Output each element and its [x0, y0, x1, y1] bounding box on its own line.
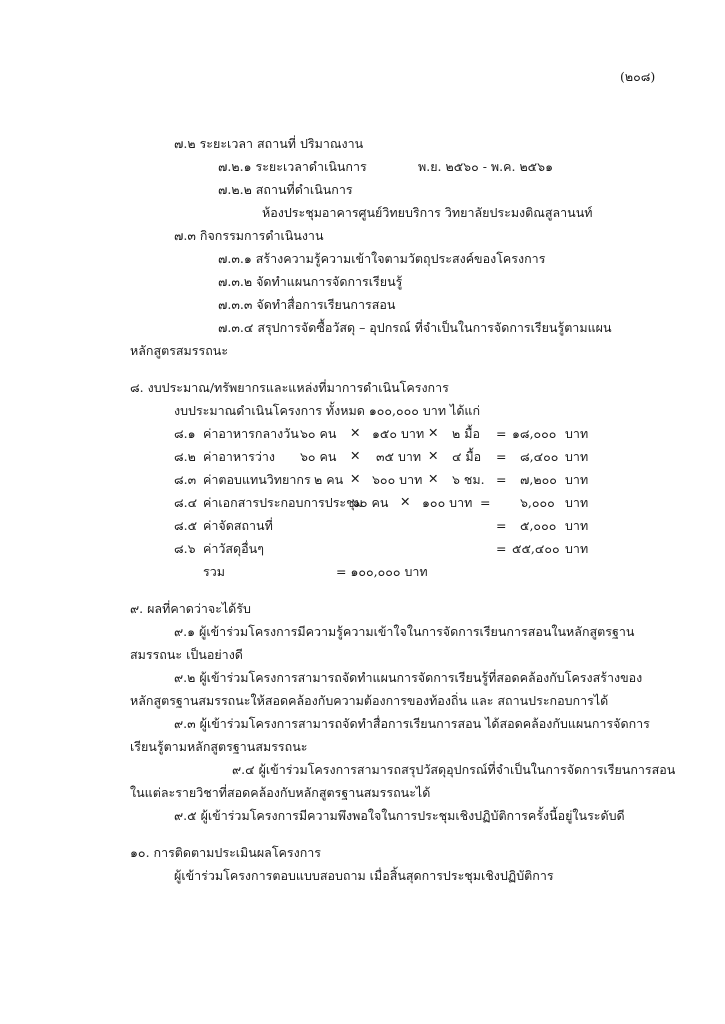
result-9-3-line1: ๙.๓ ผู้เข้าร่วมโครงการสามารถจัดทำสื่อการเรียนการสอน ได้สอดคล้องกับแผนการจัดการ — [174, 716, 650, 731]
budget-amount: ๘,๔๐๐ — [520, 449, 559, 464]
item-7-3-1: ๗.๓.๑ สร้างความรู้ความเข้าใจตามวัตถุประสงค์ของโครงการ — [218, 251, 546, 266]
evaluation-line: ผู้เข้าร่วมโครงการตอบแบบสอบถาม เมื่อสิ้นสุดการประชุมเชิงปฏิบัติการ — [174, 868, 554, 883]
budget-total-line: งบประมาณดำเนินโครงการ ทั้งหมด ๑๐๐,๐๐๐ บาท ได้แก่ — [174, 403, 481, 418]
budget-total-value: = ๑๐๐,๐๐๐ บาท — [336, 564, 428, 579]
budget-item-label: ค่าอาหารว่าง — [203, 449, 276, 464]
budget-item-no: ๘.๑ — [174, 426, 196, 441]
budget-amount: ๖,๐๐๐ — [520, 495, 555, 510]
budget-qty: ๒ คน — [314, 472, 344, 487]
budget-unit: บาท — [565, 472, 589, 487]
page-number: (๒๐๘) — [620, 69, 656, 84]
budget-item-no: ๘.๓ — [174, 472, 197, 487]
budget-amount: ๗,๒๐๐ — [520, 472, 557, 487]
budget-item-label: ค่าวัสดุอื่นๆ — [203, 541, 264, 556]
budget-unit: บาท — [565, 449, 589, 464]
equals-sign: = — [496, 518, 507, 533]
budget-amount: ๕,๐๐๐ — [520, 518, 557, 533]
item-7-2-2-value: ห้องประชุมอาคารศูนย์วิทยบริการ วิทยาลัยประมงติณสูลานนท์ — [262, 205, 593, 220]
section-8-heading: ๘. งบประมาณ/ทรัพยากรและแหล่งที่มาการดำเนินโครงการ — [130, 380, 449, 395]
multiply-icon: ✕ — [428, 471, 439, 486]
budget-unit: บาท — [565, 426, 589, 441]
section-7-2-heading: ๗.๒ ระยะเวลา สถานที่ ปริมาณงาน — [174, 136, 364, 151]
section-10-heading: ๑๐. การติดตามประเมินผลโครงการ — [130, 845, 322, 860]
result-9-1-line1: ๙.๑ ผู้เข้าร่วมโครงการมีความรู้ความเข้าใจในการจัดการเรียนการสอนในหลักสูตรฐาน — [174, 624, 635, 639]
item-7-2-1-label: ๗.๒.๑ ระยะเวลาดำเนินการ — [218, 159, 367, 174]
budget-times: ๒ มื้อ — [452, 426, 480, 441]
result-9-3-line2: เรียนรู้ตามหลักสูตรฐานสมรรถนะ — [130, 739, 308, 754]
budget-amount: ๑๘,๐๐๐ — [512, 426, 557, 441]
budget-total-label: รวม — [203, 564, 225, 579]
result-9-5: ๙.๕ ผู้เข้าร่วมโครงการมีความพึงพอใจในการประชุมเชิงปฏิบัติการครั้งนี้อยู่ในระดับดี — [174, 808, 625, 823]
equals-sign: = — [480, 495, 491, 510]
section-7-3-heading: ๗.๓ กิจกรรมการดำเนินงาน — [174, 228, 324, 243]
budget-qty: ๖๐ คน — [300, 426, 337, 441]
budget-times: ๖ ชม. — [452, 472, 485, 487]
budget-rate: ๑๐๐ บาท — [422, 495, 473, 510]
budget-item-no: ๘.๒ — [174, 449, 196, 464]
multiply-icon: ✕ — [428, 448, 439, 463]
item-7-2-2-label: ๗.๒.๒ สถานที่ดำเนินการ — [218, 182, 353, 197]
budget-rate: ๖๐๐ บาท — [372, 472, 423, 487]
budget-item-label: ค่าจัดสถานที่ — [203, 518, 273, 533]
section-9-heading: ๙. ผลที่คาดว่าจะได้รับ — [130, 601, 251, 616]
budget-times: ๔ มื้อ — [452, 449, 482, 464]
budget-rate: ๓๕ บาท — [376, 449, 422, 464]
budget-item-label: ค่าตอบแทนวิทยากร — [203, 472, 311, 487]
item-7-3-3: ๗.๓.๓ จัดทำสื่อการเรียนการสอน — [218, 297, 396, 312]
result-9-2-line2: หลักสูตรฐานสมรรถนะให้สอดคล้องกับความต้องการของท้องถิ่น และ สถานประกอบการได้ — [130, 693, 609, 708]
item-7-3-2: ๗.๓.๒ จัดทำแผนการจัดการเรียนรู้ — [218, 274, 403, 289]
equals-sign: = — [496, 541, 507, 556]
budget-qty: ๖๐ คน — [300, 449, 337, 464]
budget-unit: บาท — [565, 541, 589, 556]
budget-unit: บาท — [565, 518, 589, 533]
result-9-4-line1: ๙.๔ ผู้เข้าร่วมโครงการสามารถสรุปวัสดุอุปกรณ์ที่จำเป็นในการจัดการเรียนการสอน — [232, 762, 676, 777]
result-9-4-line2: ในแต่ละรายวิชาที่สอดคล้องกับหลักสูตรฐานสมรรถนะได้ — [130, 785, 431, 800]
result-9-1-line2: สมรรถนะ เป็นอย่างดี — [130, 647, 243, 662]
budget-qty: ๖๐ คน — [352, 495, 389, 510]
budget-rate: ๑๕๐ บาท — [372, 426, 425, 441]
item-7-2-1-value: พ.ย. ๒๕๖๐ - พ.ค. ๒๕๖๑ — [418, 159, 554, 174]
budget-item-no: ๘.๕ — [174, 518, 198, 533]
budget-amount: ๕๕,๔๐๐ — [512, 541, 560, 556]
multiply-icon: ✕ — [350, 448, 361, 463]
multiply-icon: ✕ — [350, 425, 361, 440]
multiply-icon: ✕ — [400, 494, 411, 509]
budget-unit: บาท — [565, 495, 589, 510]
multiply-icon: ✕ — [428, 425, 439, 440]
equals-sign: = — [496, 426, 507, 441]
item-7-3-4: ๗.๓.๔ สรุปการจัดซื้อวัสดุ – อุปกรณ์ ที่จำเป็นในการจัดการเรียนรู้ตามแผน — [218, 320, 612, 335]
equals-sign: = — [496, 472, 507, 487]
budget-item-label: ค่าเอกสารประกอบการประชุม — [203, 495, 363, 510]
result-9-2-line1: ๙.๒ ผู้เข้าร่วมโครงการสามารถจัดทำแผนการจัดการเรียนรู้ที่สอดคล้องกับโครงสร้างของ — [174, 670, 643, 685]
budget-item-label: ค่าอาหารกลางวัน — [203, 426, 299, 441]
multiply-icon: ✕ — [350, 471, 361, 486]
item-7-3-4-continuation: หลักสูตรสมรรถนะ — [130, 343, 229, 358]
budget-item-no: ๘.๔ — [174, 495, 198, 510]
budget-item-no: ๘.๖ — [174, 541, 196, 556]
equals-sign: = — [496, 449, 507, 464]
